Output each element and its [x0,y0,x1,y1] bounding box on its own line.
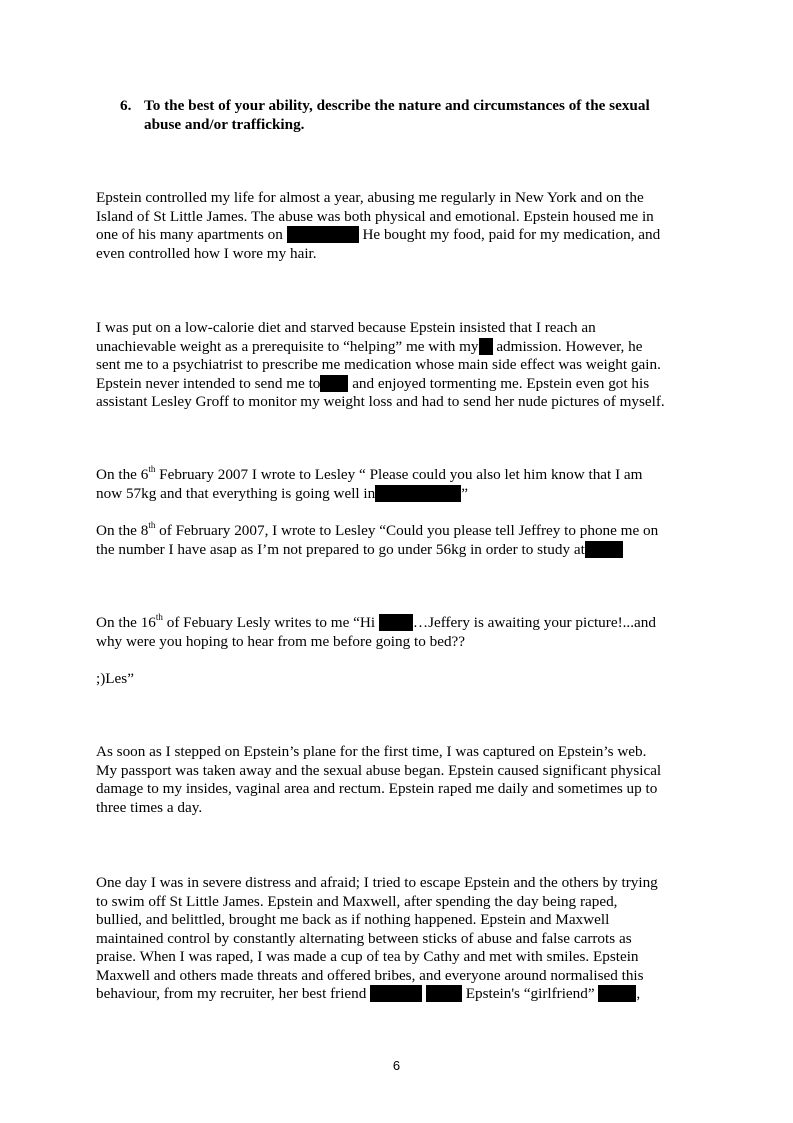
paragraph-signoff [96,670,701,689]
text-line: On the 8th of February 2007, I wrote to Lesley “Could you please tell Jeffrey to phone me on [96,519,659,539]
heading-line-1: To the best of your ability, describe the nature and circumstances of the sexual [144,97,650,114]
text-line: Epstein controlled my life for almost a year, abusing me regularly in New York and on the [96,189,644,206]
paragraph-plane [96,743,701,817]
redaction-block [585,541,623,558]
text-line: I was put on a low-calorie diet and starved because Epstein insisted that I reach an [96,319,596,336]
redaction-block [598,985,636,1002]
redaction-block [370,985,422,1002]
redaction-block [479,338,493,355]
redaction-block [320,375,348,392]
text-line: Island of St Little James. The abuse was both physical and emotional. Epstein housed me in [96,207,654,225]
text-line: As soon as I stepped on Epstein’s plane for the first time, I was captured on Epstein’s web. [96,743,647,760]
section-number: 6. [120,97,132,114]
redaction-block [379,614,413,631]
paragraph-email-6th [96,463,701,503]
text-line: now 57kg and that everything is going well in ” [96,484,468,502]
text-line: On the 16th of Febuary Lesly writes to me “Hi …Jeffery is awaiting your picture!...and [96,611,656,631]
text-line: even controlled how I wore my hair. [96,244,317,262]
text-line: unachievable weight as a prerequisite to “helping” me with my admission. However, he [96,337,643,355]
redaction-block [426,985,462,1002]
text-line: to swim off St Little James. Epstein and Maxwell, after spending the day being raped, [96,892,618,910]
section-heading [120,97,720,134]
text-line: assistant Lesley Groff to monitor my weight loss and had to send her nude pictures of myself. [96,393,665,410]
text-line: three times a day. [96,798,203,816]
text-line: ;)Les” [96,670,134,687]
text-line: Epstein never intended to send me to and enjoyed tormenting me. Epstein even got his [96,374,650,392]
text-line: the number I have asap as I’m not prepared to go under 56kg in order to study at [96,541,701,560]
redaction-block [375,485,461,502]
text-line: My passport was taken away and the sexual abuse began. Epstein caused significant physical [96,761,662,779]
text-line: one of his many apartments on He bought my food, paid for my medication, and [96,226,661,243]
text-line: why were you hoping to hear from me before going to bed?? [96,632,466,650]
page-number: 6 [392,1058,401,1073]
text-line: sent me to a psychiatrist to prescribe me medication whose main side effect was weight gain. [96,356,661,373]
heading-line-2: abuse and/or trafficking. [144,115,305,133]
paragraph-email-16th [96,611,701,651]
redaction-block [287,226,359,243]
paragraph-diet [96,319,701,412]
text-line: praise. When I was raped, I was made a cup of tea by Cathy and met with smiles. Epstein [96,948,639,965]
text-line: bullied, and belittled, brought me back as if nothing happened. Epstein and Maxwell [96,911,610,928]
paragraph-control [96,189,701,263]
text-line: damage to my insides, vaginal area and rectum. Epstein raped me daily and sometimes up to [96,780,658,797]
text-line: Maxwell and others made threats and offered bribes, and everyone around normalised this [96,966,644,984]
paragraph-escape [96,874,701,1004]
paragraph-email-8th [96,519,701,559]
text-line: behaviour, from my recruiter, her best friend Epstein's “girlfriend” , [96,985,641,1002]
text-line: On the 6th February 2007 I wrote to Lesley “ Please could you also let him know that I am [96,463,643,483]
text-line: maintained control by constantly alternating between sticks of abuse and false carrots as [96,929,632,947]
text-line: One day I was in severe distress and afraid; I tried to escape Epstein and the others by trying [96,874,658,891]
